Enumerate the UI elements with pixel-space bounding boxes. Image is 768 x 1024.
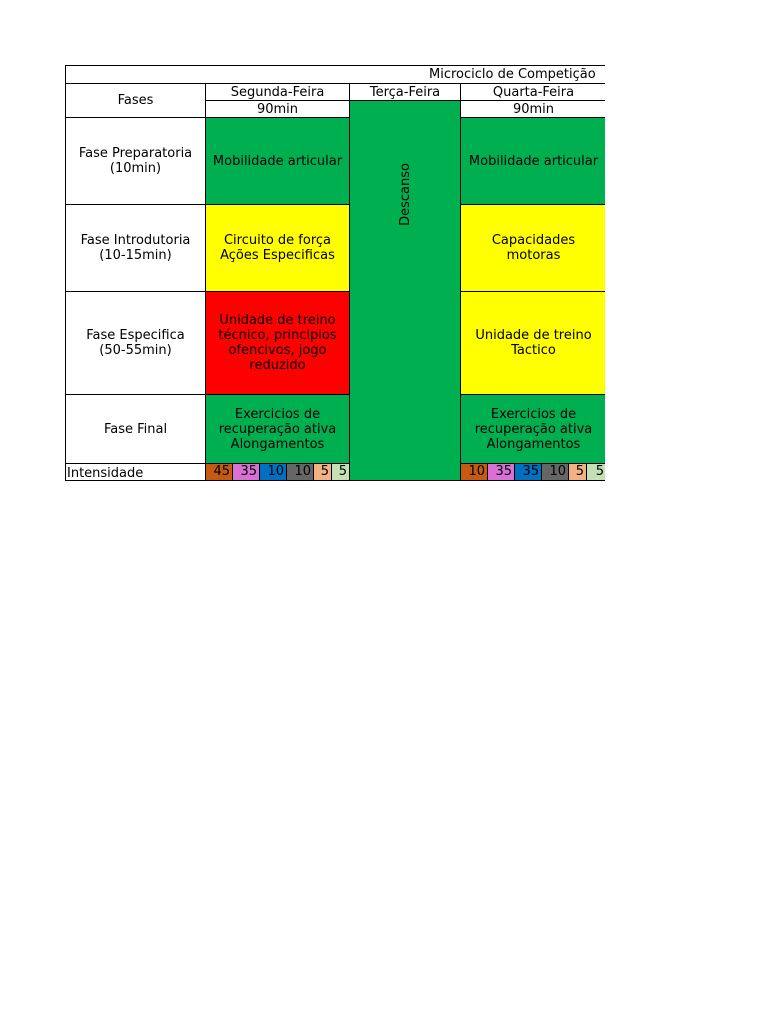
table-title-text: Microciclo de Competição [429, 67, 596, 82]
quarta-especifica: Unidade de treino Tactico [461, 292, 605, 395]
header-fases: Fases [66, 84, 206, 118]
microciclo-table [65, 65, 605, 481]
header-terca-feira: Terça-Feira [350, 84, 461, 101]
intensity-segunda-6: 5 [332, 464, 350, 481]
intensity-segunda-3: 10 [260, 464, 287, 481]
intensity-quarta-3: 35 [515, 464, 542, 481]
quarta-final: Exercicios de recuperação ativa Alongamentos [461, 395, 605, 464]
intensity-label: Intensidade [66, 464, 206, 481]
intensity-quarta-1: 10 [461, 464, 488, 481]
segunda-final: Exercicios de recuperação ativa Alongamentos [206, 395, 350, 464]
duration-segunda-feira: 90min [206, 101, 350, 118]
header-quarta-feira: Quarta-Feira [461, 84, 605, 101]
segunda-introdutoria: Circuito de força Ações Especificas [206, 205, 350, 292]
segunda-especifica: Unidade de treino técnico, principios ofencivos, jogo reduzido [206, 292, 350, 395]
intensity-segunda-2: 35 [233, 464, 260, 481]
duration-quarta-feira: 90min [461, 101, 605, 118]
intensity-quarta-4: 10 [542, 464, 569, 481]
intensity-segunda-1: 45 [206, 464, 233, 481]
table-title [66, 66, 605, 84]
descanso-label: Descanso [397, 163, 413, 226]
terca-descanso [350, 101, 461, 481]
header-segunda-feira: Segunda-Feira [206, 84, 350, 101]
intensity-segunda-5: 5 [314, 464, 332, 481]
segunda-preparatoria: Mobilidade articular [206, 118, 350, 205]
intensity-quarta-5: 5 [569, 464, 587, 481]
phase-introdutoria: Fase Introdutoria (10-15min) [66, 205, 206, 292]
quarta-preparatoria: Mobilidade articular [461, 118, 605, 205]
intensity-segunda-4: 10 [287, 464, 314, 481]
phase-preparatoria: Fase Preparatoria (10min) [66, 118, 206, 205]
phase-final: Fase Final [66, 395, 206, 464]
intensity-quarta-6: 5 [587, 464, 605, 481]
phase-especifica: Fase Especifica (50-55min) [66, 292, 206, 395]
intensity-quarta-2: 35 [488, 464, 515, 481]
quarta-introdutoria: Capacidades motoras [461, 205, 605, 292]
